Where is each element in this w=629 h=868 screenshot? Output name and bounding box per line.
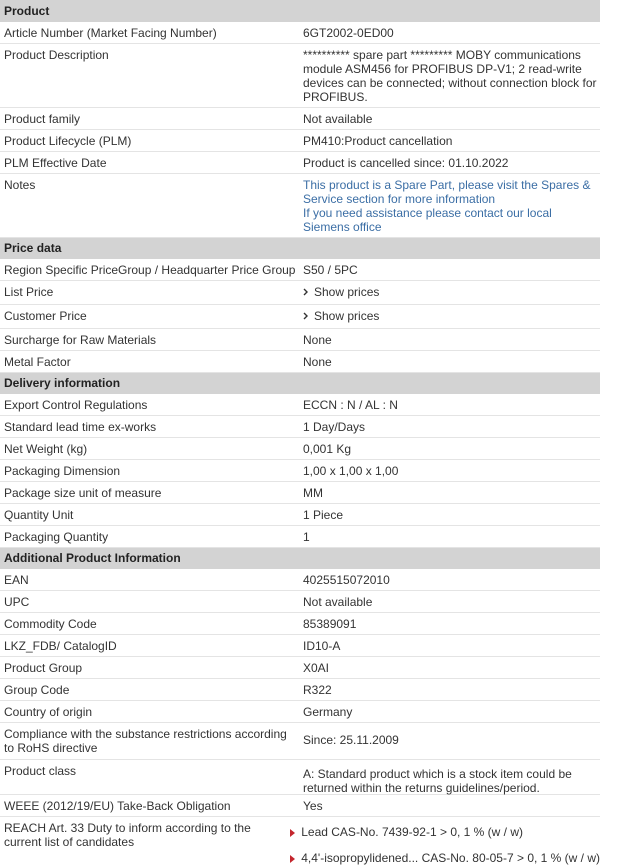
label-surcharge: Surcharge for Raw Materials	[4, 333, 157, 347]
value-price-group: S50 / 5PC	[303, 263, 358, 277]
row-plm-effective-date	[0, 152, 600, 174]
value-product-group: X0AI	[303, 661, 330, 675]
label-plm-effective-date: PLM Effective Date	[4, 156, 107, 170]
label-list-price: List Price	[4, 285, 54, 299]
label-product-lifecycle: Product Lifecycle (PLM)	[4, 134, 132, 148]
chevron-right-icon	[303, 285, 308, 299]
row-country-origin	[0, 701, 600, 723]
row-group-code	[0, 679, 600, 701]
label-product-family: Product family	[4, 112, 81, 126]
reach-item-bisphenol-label[interactable]: 4,4'-isopropylidened... CAS-No. 80-05-7 > 0, 1 % (w / w)	[301, 851, 600, 865]
row-upc	[0, 591, 600, 613]
value-packaging-dimension: 1,00 x 1,00 x 1,00	[303, 464, 399, 478]
row-packaging-quantity	[0, 526, 600, 548]
label-country-origin: Country of origin	[4, 705, 93, 719]
value-group-code: R322	[303, 683, 332, 697]
label-quantity-unit: Quantity Unit	[4, 508, 74, 522]
row-product-class	[0, 760, 600, 795]
row-surcharge	[0, 329, 600, 351]
reach-item-lead[interactable]	[290, 825, 600, 839]
spare-part-link[interactable]: This product is a Spare Part, please visit the Spares & Service section for more information	[303, 178, 591, 206]
label-product-group: Product Group	[4, 661, 83, 675]
value-country-origin: Germany	[303, 705, 353, 719]
label-package-unit: Package size unit of measure	[4, 486, 162, 500]
customer-price-show-prices-label[interactable]: Show prices	[314, 309, 380, 323]
value-product-lifecycle: PM410:Product cancellation	[303, 134, 453, 148]
value-packaging-quantity: 1	[303, 530, 310, 544]
value-plm-effective-date: Product is cancelled since: 01.10.2022	[303, 156, 509, 170]
value-rohs: Since: 25.11.2009	[303, 733, 399, 747]
row-catalog-id	[0, 635, 600, 657]
label-packaging-dimension: Packaging Dimension	[4, 464, 121, 478]
row-product-lifecycle	[0, 130, 600, 152]
row-package-unit	[0, 482, 600, 504]
value-quantity-unit: 1 Piece	[303, 508, 344, 522]
value-package-unit: MM	[303, 486, 323, 500]
value-weee: Yes	[303, 799, 323, 813]
row-metal-factor	[0, 351, 600, 373]
triangle-right-icon	[290, 855, 295, 863]
label-reach: REACH Art. 33 Duty to inform according to the current list of candidates	[4, 821, 251, 849]
label-rohs: Compliance with the substance restrictions according to RoHS directive	[4, 727, 287, 755]
label-price-group: Region Specific PriceGroup / Headquarter Price Group	[4, 263, 296, 277]
section-header-delivery: Delivery information	[0, 373, 600, 394]
label-article-number: Article Number (Market Facing Number)	[4, 26, 217, 40]
row-price-group	[0, 259, 600, 281]
value-commodity-code: 85389091	[303, 617, 357, 631]
row-quantity-unit	[0, 504, 600, 526]
value-net-weight: 0,001 Kg	[303, 442, 352, 456]
row-ean	[0, 569, 600, 591]
chevron-right-icon	[303, 309, 308, 323]
label-upc: UPC	[4, 595, 30, 609]
triangle-right-icon	[290, 829, 295, 837]
value-product-family: Not available	[303, 112, 373, 126]
value-product-class: A: Standard product which is a stock item could be returned within the returns guidelines/period.	[303, 767, 572, 795]
label-notes: Notes	[4, 178, 36, 192]
section-header-additional: Additional Product Information	[0, 548, 600, 569]
value-catalog-id: ID10-A	[303, 639, 341, 653]
section-header-product: Product	[0, 0, 600, 22]
label-export-control: Export Control Regulations	[4, 398, 148, 412]
value-ean: 4025515072010	[303, 573, 390, 587]
row-packaging-dimension	[0, 460, 600, 482]
label-catalog-id: LKZ_FDB/ CatalogID	[4, 639, 117, 653]
label-ean: EAN	[4, 573, 29, 587]
value-lead-time: 1 Day/Days	[303, 420, 366, 434]
value-product-description: ********** spare part ********* MOBY communications module ASM456 for PROFIBUS DP-V1; 2 read-write devices can be connected; without connection block for PROFIBUS.	[303, 48, 597, 104]
row-product-group	[0, 657, 600, 679]
row-product-family	[0, 108, 600, 130]
value-surcharge: None	[303, 333, 332, 347]
label-weee: WEEE (2012/19/EU) Take-Back Obligation	[4, 799, 231, 813]
row-weee	[0, 795, 600, 817]
value-upc: Not available	[303, 595, 373, 609]
row-notes	[0, 174, 600, 238]
row-export-control	[0, 394, 600, 416]
row-net-weight	[0, 438, 600, 460]
row-lead-time	[0, 416, 600, 438]
value-metal-factor: None	[303, 355, 332, 369]
contact-office-link[interactable]: If you need assistance please contact our local Siemens office	[303, 206, 552, 234]
label-product-class: Product class	[4, 764, 77, 778]
row-list-price	[0, 281, 600, 305]
section-header-price: Price data	[0, 238, 600, 259]
customer-price-show-prices[interactable]	[300, 305, 600, 328]
label-metal-factor: Metal Factor	[4, 355, 71, 369]
row-rohs	[0, 723, 600, 760]
list-price-show-prices-label[interactable]: Show prices	[314, 285, 380, 299]
label-group-code: Group Code	[4, 683, 70, 697]
label-packaging-quantity: Packaging Quantity	[4, 530, 109, 544]
row-customer-price	[0, 305, 600, 329]
row-commodity-code	[0, 613, 600, 635]
row-product-description	[0, 44, 600, 108]
label-product-description: Product Description	[4, 48, 109, 62]
label-customer-price: Customer Price	[4, 309, 87, 323]
row-article-number	[0, 22, 600, 44]
value-article-number: 6GT2002-0ED00	[303, 26, 394, 40]
reach-item-lead-label[interactable]: Lead CAS-No. 7439-92-1 > 0, 1 % (w / w)	[301, 825, 524, 839]
label-lead-time: Standard lead time ex-works	[4, 420, 157, 434]
value-notes	[300, 174, 600, 237]
list-price-show-prices[interactable]	[300, 281, 600, 304]
reach-item-bisphenol[interactable]	[290, 851, 600, 865]
label-net-weight: Net Weight (kg)	[4, 442, 88, 456]
label-commodity-code: Commodity Code	[4, 617, 97, 631]
value-export-control: ECCN : N / AL : N	[303, 398, 398, 412]
